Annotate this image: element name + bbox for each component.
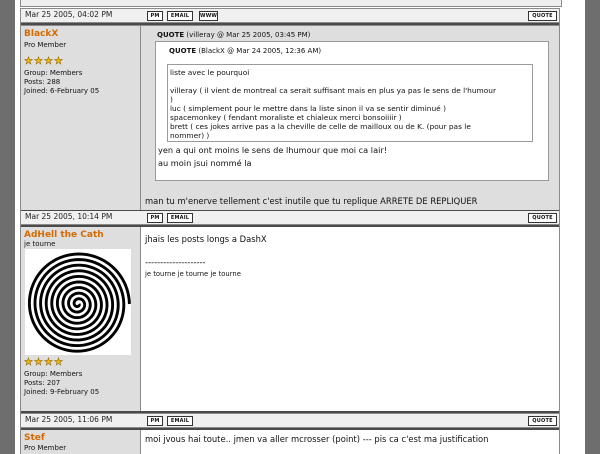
email-button[interactable]: EMAIL (167, 213, 193, 223)
post-date: Mar 25 2005, 11:06 PM (25, 415, 113, 424)
spiral-stroke (29, 254, 129, 351)
quote-line: luc ( simplement pour le mettre dans la liste sinon il va se sentir diminué ) (170, 104, 446, 113)
user-posts: Posts: 288 (24, 78, 61, 86)
username-link[interactable]: AdHell the Cath (24, 230, 104, 240)
username-link[interactable]: Stef (24, 433, 45, 443)
post-date-bar (21, 414, 559, 427)
post-body-panel (141, 227, 559, 411)
quote-line: yen a qui ont moins le sens de lhumour que moi ca lair! (158, 145, 388, 155)
quote-line: spacemonkey ( fendant moraliste et chialeux merci bonsoiiiir ) (170, 113, 402, 122)
star-icon: ★ (34, 357, 43, 368)
post-date-bar (21, 9, 559, 22)
user-joined: Joined: 6-February 05 (24, 87, 100, 95)
post-author-panel (21, 227, 140, 411)
quote-button[interactable]: QUOTE (528, 11, 557, 21)
pm-button[interactable]: PM (147, 213, 163, 223)
post-separator (21, 411, 559, 413)
star-icon: ★ (24, 357, 33, 368)
quote-line: liste avec le pourquoi (170, 68, 250, 77)
post-date: Mar 25 2005, 04:02 PM (25, 10, 113, 19)
spiral-image (25, 249, 131, 355)
post-body-panel (141, 26, 559, 210)
forum-posts (20, 8, 560, 454)
quote-line: ) (170, 95, 173, 104)
user-rank: Pro Member (24, 444, 67, 452)
user-group: Group: Members (24, 69, 83, 77)
username-link[interactable]: BlackX (24, 29, 59, 39)
top-bar (20, 0, 562, 7)
quote-block (155, 29, 547, 180)
user-joined: Joined: 9-February 05 (24, 388, 100, 396)
quote-line: nommer) ) (170, 131, 210, 140)
star-icon: ★ (44, 357, 53, 368)
star-icon: ★ (24, 56, 33, 67)
spiral-avatar (25, 249, 131, 355)
star-icon: ★ (44, 56, 53, 67)
user-group: Group: Members (24, 370, 83, 378)
star-icon: ★ (54, 56, 63, 67)
email-button[interactable]: EMAIL (167, 11, 193, 21)
quote-header: QUOTE (villeray @ Mar 25 2005, 03:45 PM) (157, 31, 311, 39)
post-separator (21, 23, 559, 25)
signature-text: je tourne je tourne je tourne (145, 270, 241, 278)
quote-line: villeray ( il vient de montreal ca serait suffisant mais en plus ya pas le sens de l'humour (170, 86, 496, 95)
nested-quote-header: QUOTE (BlackX @ Mar 24 2005, 12:36 AM) (169, 47, 322, 55)
quote-content (155, 41, 549, 181)
star-icon: ★ (34, 56, 43, 67)
post-date: Mar 25 2005, 10:14 PM (25, 212, 113, 221)
nested-quote-content (167, 64, 533, 142)
post-text: moi jvous hai toute.. jmen va aller mcrosser (point) --- pis ca c'est ma justification (145, 434, 489, 444)
post-text: man tu m'enerve tellement c'est inutile que tu replique ARRETE DE REPLIQUER (145, 196, 478, 206)
quote-line: brett ( ces jokes arrive pas a la cheville de celle de mailloux ou de K. (pour pas le (170, 122, 471, 131)
quote-line: au moin jsui nommé la (158, 158, 252, 168)
user-rank: Pro Member (24, 41, 67, 49)
quote-button[interactable]: QUOTE (528, 213, 557, 223)
user-rank: je tourne (24, 240, 56, 248)
post-author-panel (21, 26, 140, 210)
star-icon: ★ (54, 357, 63, 368)
signature-rule: -------------------- (145, 257, 206, 267)
quote-button[interactable]: QUOTE (528, 416, 557, 426)
user-posts: Posts: 207 (24, 379, 61, 387)
post-text: jhais les posts longs a DashX (145, 234, 267, 244)
pm-button[interactable]: PM (147, 416, 163, 426)
email-button[interactable]: EMAIL (167, 416, 193, 426)
post-author-panel (21, 430, 140, 454)
post-body-panel (141, 430, 559, 454)
www-button[interactable]: WWW (200, 13, 218, 19)
pm-button[interactable]: PM (147, 11, 163, 21)
post-date-bar (21, 211, 559, 224)
